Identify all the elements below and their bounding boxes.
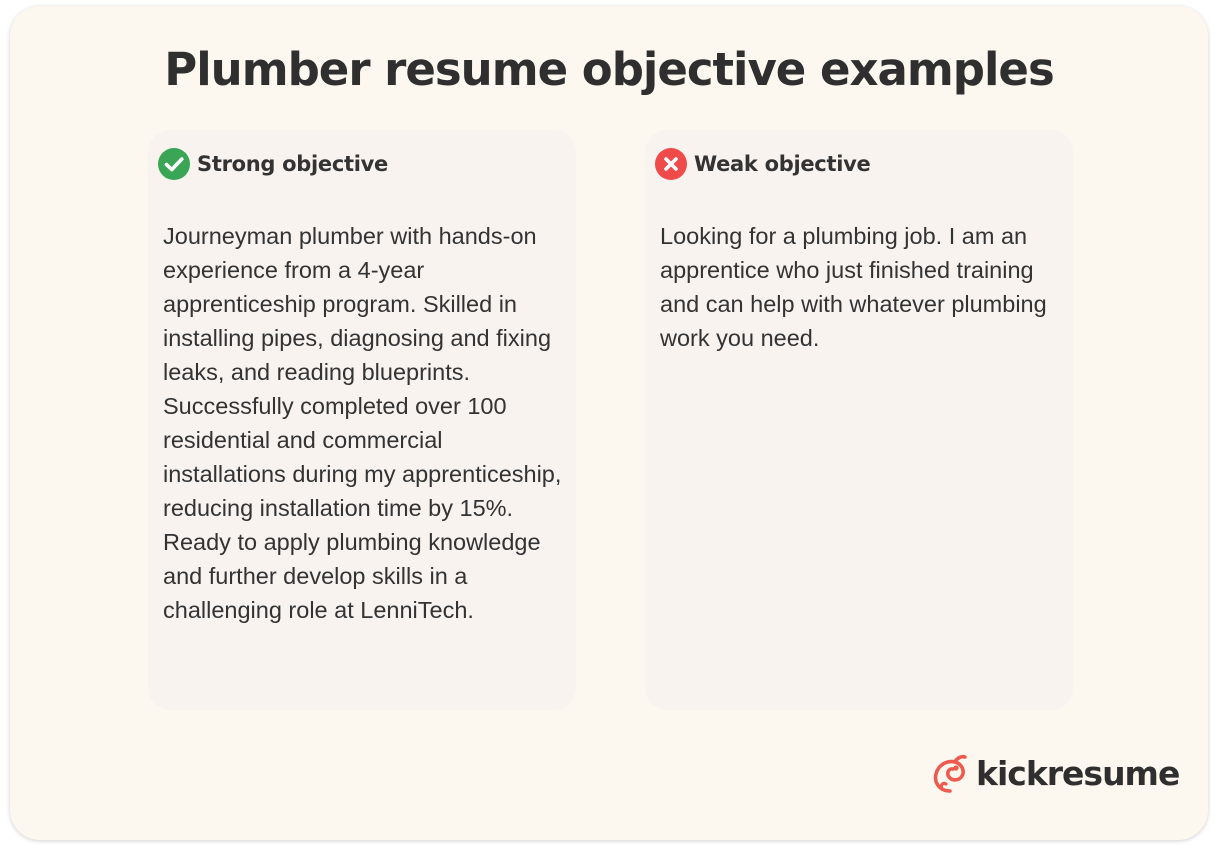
weak-objective-label: Weak objective	[694, 152, 871, 176]
weak-objective-text: Looking for a plumbing job. I am an apprentice who just finished training and can help with whatever plumbing work you need.	[660, 223, 1047, 351]
strong-objective-text: Journeyman plumber with hands-on experience from a 4-year apprenticeship program. Skilled in installing pipes, diagnosing and fixing leaks, and reading blueprints. Successfully completed over 100 residential and commercial installations during my apprenticeship, reducing installation time by 15%. Ready to apply plumbing knowledge and further develop skills in a challenging role at LenniTech.	[163, 223, 562, 623]
brand-name: kickresume	[976, 753, 1180, 793]
weak-objective-header	[655, 148, 870, 180]
page-title: Plumber resume objective examples	[164, 43, 1054, 96]
chameleon-logo-icon	[930, 751, 970, 795]
brand-logo	[930, 751, 1179, 795]
objective-examples-card	[10, 6, 1208, 840]
x-circle-icon	[655, 148, 687, 180]
strong-objective-label: Strong objective	[197, 152, 388, 176]
weak-objective-panel	[645, 130, 1073, 710]
strong-objective-header	[158, 148, 388, 180]
strong-objective-panel	[148, 130, 576, 710]
check-circle-icon	[158, 148, 190, 180]
